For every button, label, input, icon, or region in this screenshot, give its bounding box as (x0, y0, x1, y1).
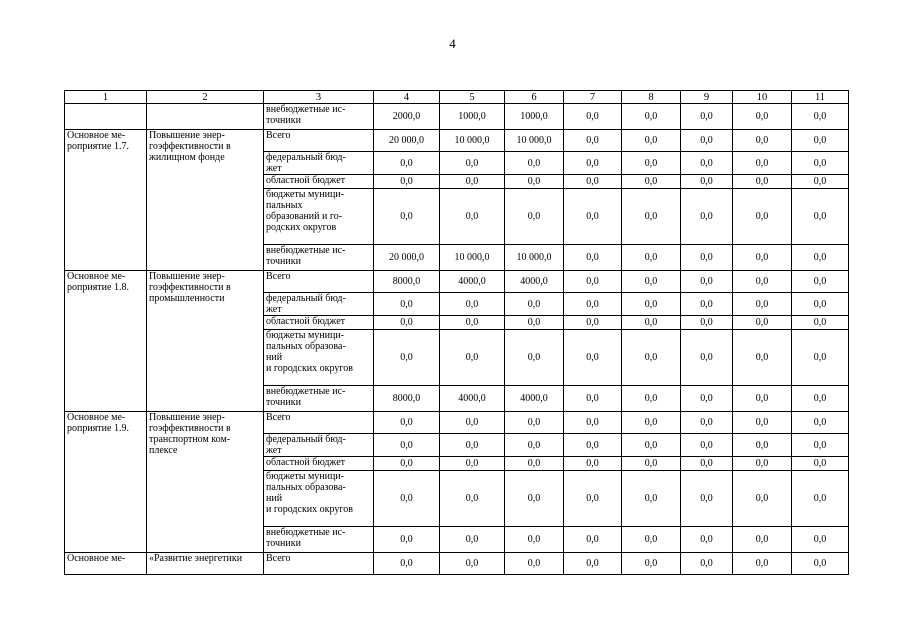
amount-cell: 0,0 (681, 553, 733, 575)
amount-cell: 0,0 (733, 434, 792, 457)
column-header-8: 8 (622, 91, 681, 104)
amount-cell: 0,0 (792, 130, 849, 152)
amount-cell: 0,0 (733, 245, 792, 271)
column-header-10: 10 (733, 91, 792, 104)
amount-cell: 0,0 (733, 553, 792, 575)
amount-cell: 0,0 (374, 316, 440, 330)
measure-name-cell: Повышение энер- гоэффективности в промышленности (147, 271, 264, 412)
amount-cell: 0,0 (374, 457, 440, 471)
amount-cell: 0,0 (792, 434, 849, 457)
amount-cell: 0,0 (681, 152, 733, 175)
amount-cell: 0,0 (505, 293, 564, 316)
amount-cell: 0,0 (792, 330, 849, 386)
amount-cell: 0,0 (681, 527, 733, 553)
measure-code-cell: Основное ме- роприятие 1.8. (65, 271, 147, 412)
funding-source-cell: Всего (264, 553, 374, 575)
amount-cell: 0,0 (681, 271, 733, 293)
amount-cell: 10 000,0 (440, 130, 505, 152)
funding-source-cell: внебюджетные ис- точники (264, 245, 374, 271)
amount-cell: 0,0 (733, 471, 792, 527)
amount-cell: 0,0 (440, 293, 505, 316)
amount-cell: 0,0 (792, 457, 849, 471)
amount-cell: 0,0 (564, 271, 622, 293)
funding-source-cell: бюджеты муници- пальных образова- ний и городских округов (264, 471, 374, 527)
amount-cell: 0,0 (733, 271, 792, 293)
amount-cell: 0,0 (374, 412, 440, 434)
column-header-6: 6 (505, 91, 564, 104)
amount-cell: 0,0 (733, 130, 792, 152)
amount-cell: 0,0 (564, 330, 622, 386)
amount-cell: 0,0 (622, 412, 681, 434)
amount-cell: 0,0 (622, 434, 681, 457)
funding-source-cell: внебюджетные ис- точники (264, 104, 374, 130)
amount-cell: 0,0 (564, 189, 622, 245)
amount-cell: 0,0 (681, 189, 733, 245)
amount-cell: 0,0 (733, 386, 792, 412)
amount-cell: 0,0 (681, 330, 733, 386)
table-row (65, 412, 849, 434)
amount-cell: 4000,0 (505, 386, 564, 412)
measure-name-cell: Повышение энер- гоэффективности в жилищном фонде (147, 130, 264, 271)
amount-cell: 8000,0 (374, 271, 440, 293)
funding-source-cell: федеральный бюд- жет (264, 152, 374, 175)
amount-cell: 0,0 (564, 293, 622, 316)
measure-code-cell (65, 104, 147, 130)
table-row (65, 104, 849, 130)
amount-cell: 0,0 (505, 189, 564, 245)
amount-cell: 0,0 (733, 104, 792, 130)
amount-cell: 0,0 (622, 457, 681, 471)
amount-cell: 0,0 (622, 293, 681, 316)
amount-cell: 0,0 (622, 245, 681, 271)
funding-source-cell: Всего (264, 130, 374, 152)
amount-cell: 0,0 (374, 175, 440, 189)
column-header-1: 1 (65, 91, 147, 104)
amount-cell: 0,0 (792, 245, 849, 271)
amount-cell: 4000,0 (440, 386, 505, 412)
amount-cell: 0,0 (622, 130, 681, 152)
amount-cell: 0,0 (622, 152, 681, 175)
amount-cell: 0,0 (681, 471, 733, 527)
amount-cell: 0,0 (622, 553, 681, 575)
amount-cell: 1000,0 (440, 104, 505, 130)
amount-cell: 0,0 (792, 189, 849, 245)
amount-cell: 0,0 (505, 527, 564, 553)
measure-name-cell: Повышение энер- гоэффективности в транспортном ком- плексе (147, 412, 264, 553)
amount-cell: 0,0 (440, 189, 505, 245)
amount-cell: 0,0 (792, 471, 849, 527)
amount-cell: 0,0 (564, 316, 622, 330)
amount-cell: 0,0 (681, 457, 733, 471)
column-header-4: 4 (374, 91, 440, 104)
amount-cell: 0,0 (564, 130, 622, 152)
amount-cell: 0,0 (564, 471, 622, 527)
measure-code-cell: Основное ме- (65, 553, 147, 575)
page-number: 4 (449, 36, 456, 51)
amount-cell: 0,0 (564, 104, 622, 130)
measure-name-cell (147, 104, 264, 130)
amount-cell: 0,0 (681, 245, 733, 271)
funding-source-cell: внебюджетные ис- точники (264, 527, 374, 553)
amount-cell: 0,0 (681, 386, 733, 412)
amount-cell: 0,0 (792, 553, 849, 575)
amount-cell: 20 000,0 (374, 130, 440, 152)
amount-cell: 0,0 (564, 245, 622, 271)
amount-cell: 0,0 (622, 316, 681, 330)
amount-cell: 0,0 (505, 471, 564, 527)
amount-cell: 0,0 (733, 293, 792, 316)
amount-cell: 2000,0 (374, 104, 440, 130)
amount-cell: 0,0 (505, 553, 564, 575)
funding-source-cell: областной бюджет (264, 175, 374, 189)
amount-cell: 0,0 (733, 316, 792, 330)
amount-cell: 10 000,0 (505, 130, 564, 152)
amount-cell: 0,0 (440, 152, 505, 175)
amount-cell: 0,0 (505, 412, 564, 434)
column-header-7: 7 (564, 91, 622, 104)
amount-cell: 8000,0 (374, 386, 440, 412)
column-header-9: 9 (681, 91, 733, 104)
funding-source-cell: бюджеты муници- пальных образова- ний и городских округов (264, 330, 374, 386)
funding-source-cell: областной бюджет (264, 316, 374, 330)
amount-cell: 10 000,0 (505, 245, 564, 271)
amount-cell: 0,0 (681, 412, 733, 434)
amount-cell: 0,0 (622, 175, 681, 189)
amount-cell: 0,0 (681, 316, 733, 330)
amount-cell: 0,0 (564, 553, 622, 575)
amount-cell: 0,0 (733, 175, 792, 189)
funding-source-cell: внебюджетные ис- точники (264, 386, 374, 412)
amount-cell: 0,0 (440, 330, 505, 386)
amount-cell: 1000,0 (505, 104, 564, 130)
amount-cell: 0,0 (374, 471, 440, 527)
amount-cell: 0,0 (374, 330, 440, 386)
amount-cell: 0,0 (440, 316, 505, 330)
funding-source-cell: федеральный бюд- жет (264, 434, 374, 457)
amount-cell: 0,0 (792, 527, 849, 553)
amount-cell: 0,0 (622, 330, 681, 386)
funding-source-cell: Всего (264, 271, 374, 293)
amount-cell: 0,0 (564, 457, 622, 471)
column-header-2: 2 (147, 91, 264, 104)
amount-cell: 0,0 (681, 434, 733, 457)
amount-cell: 0,0 (564, 152, 622, 175)
amount-cell: 0,0 (374, 553, 440, 575)
amount-cell: 0,0 (622, 471, 681, 527)
amount-cell: 0,0 (622, 271, 681, 293)
amount-cell: 0,0 (792, 175, 849, 189)
amount-cell: 0,0 (505, 152, 564, 175)
amount-cell: 20 000,0 (374, 245, 440, 271)
amount-cell: 0,0 (564, 527, 622, 553)
amount-cell: 0,0 (733, 330, 792, 386)
amount-cell: 10 000,0 (440, 245, 505, 271)
amount-cell: 0,0 (440, 527, 505, 553)
table-row (65, 553, 849, 575)
amount-cell: 0,0 (733, 152, 792, 175)
amount-cell: 0,0 (440, 175, 505, 189)
amount-cell: 0,0 (792, 293, 849, 316)
amount-cell: 0,0 (440, 553, 505, 575)
amount-cell: 4000,0 (505, 271, 564, 293)
amount-cell: 0,0 (440, 434, 505, 457)
amount-cell: 0,0 (681, 104, 733, 130)
amount-cell: 0,0 (681, 293, 733, 316)
funding-source-cell: областной бюджет (264, 457, 374, 471)
amount-cell: 0,0 (792, 316, 849, 330)
amount-cell: 0,0 (622, 386, 681, 412)
measure-code-cell: Основное ме- роприятие 1.9. (65, 412, 147, 553)
column-header-3: 3 (264, 91, 374, 104)
amount-cell: 0,0 (374, 527, 440, 553)
amount-cell: 0,0 (792, 271, 849, 293)
table-row (65, 130, 849, 152)
amount-cell: 0,0 (792, 152, 849, 175)
amount-cell: 0,0 (733, 189, 792, 245)
amount-cell: 0,0 (505, 434, 564, 457)
amount-cell: 0,0 (505, 316, 564, 330)
amount-cell: 0,0 (374, 152, 440, 175)
funding-source-cell: федеральный бюд- жет (264, 293, 374, 316)
amount-cell: 0,0 (733, 457, 792, 471)
amount-cell: 0,0 (564, 412, 622, 434)
amount-cell: 0,0 (374, 293, 440, 316)
amount-cell: 4000,0 (440, 271, 505, 293)
amount-cell: 0,0 (681, 130, 733, 152)
amount-cell: 0,0 (792, 104, 849, 130)
amount-cell: 0,0 (564, 386, 622, 412)
table-row (65, 271, 849, 293)
amount-cell: 0,0 (733, 527, 792, 553)
funding-source-cell: Всего (264, 412, 374, 434)
amount-cell: 0,0 (564, 434, 622, 457)
amount-cell: 0,0 (374, 189, 440, 245)
amount-cell: 0,0 (622, 527, 681, 553)
amount-cell: 0,0 (792, 412, 849, 434)
column-header-11: 11 (792, 91, 849, 104)
amount-cell: 0,0 (505, 457, 564, 471)
amount-cell: 0,0 (440, 471, 505, 527)
amount-cell: 0,0 (505, 175, 564, 189)
amount-cell: 0,0 (440, 457, 505, 471)
amount-cell: 0,0 (622, 104, 681, 130)
amount-cell: 0,0 (564, 175, 622, 189)
measure-name-cell: «Развитие энергетики (147, 553, 264, 575)
amount-cell: 0,0 (733, 412, 792, 434)
funding-source-cell: бюджеты муници- пальных образований и го- родских округов (264, 189, 374, 245)
amount-cell: 0,0 (681, 175, 733, 189)
amount-cell: 0,0 (505, 330, 564, 386)
budget-table (64, 90, 849, 575)
measure-code-cell: Основное ме- роприятие 1.7. (65, 130, 147, 271)
column-header-5: 5 (440, 91, 505, 104)
amount-cell: 0,0 (622, 189, 681, 245)
amount-cell: 0,0 (440, 412, 505, 434)
amount-cell: 0,0 (792, 386, 849, 412)
column-header-row (65, 91, 849, 104)
amount-cell: 0,0 (374, 434, 440, 457)
